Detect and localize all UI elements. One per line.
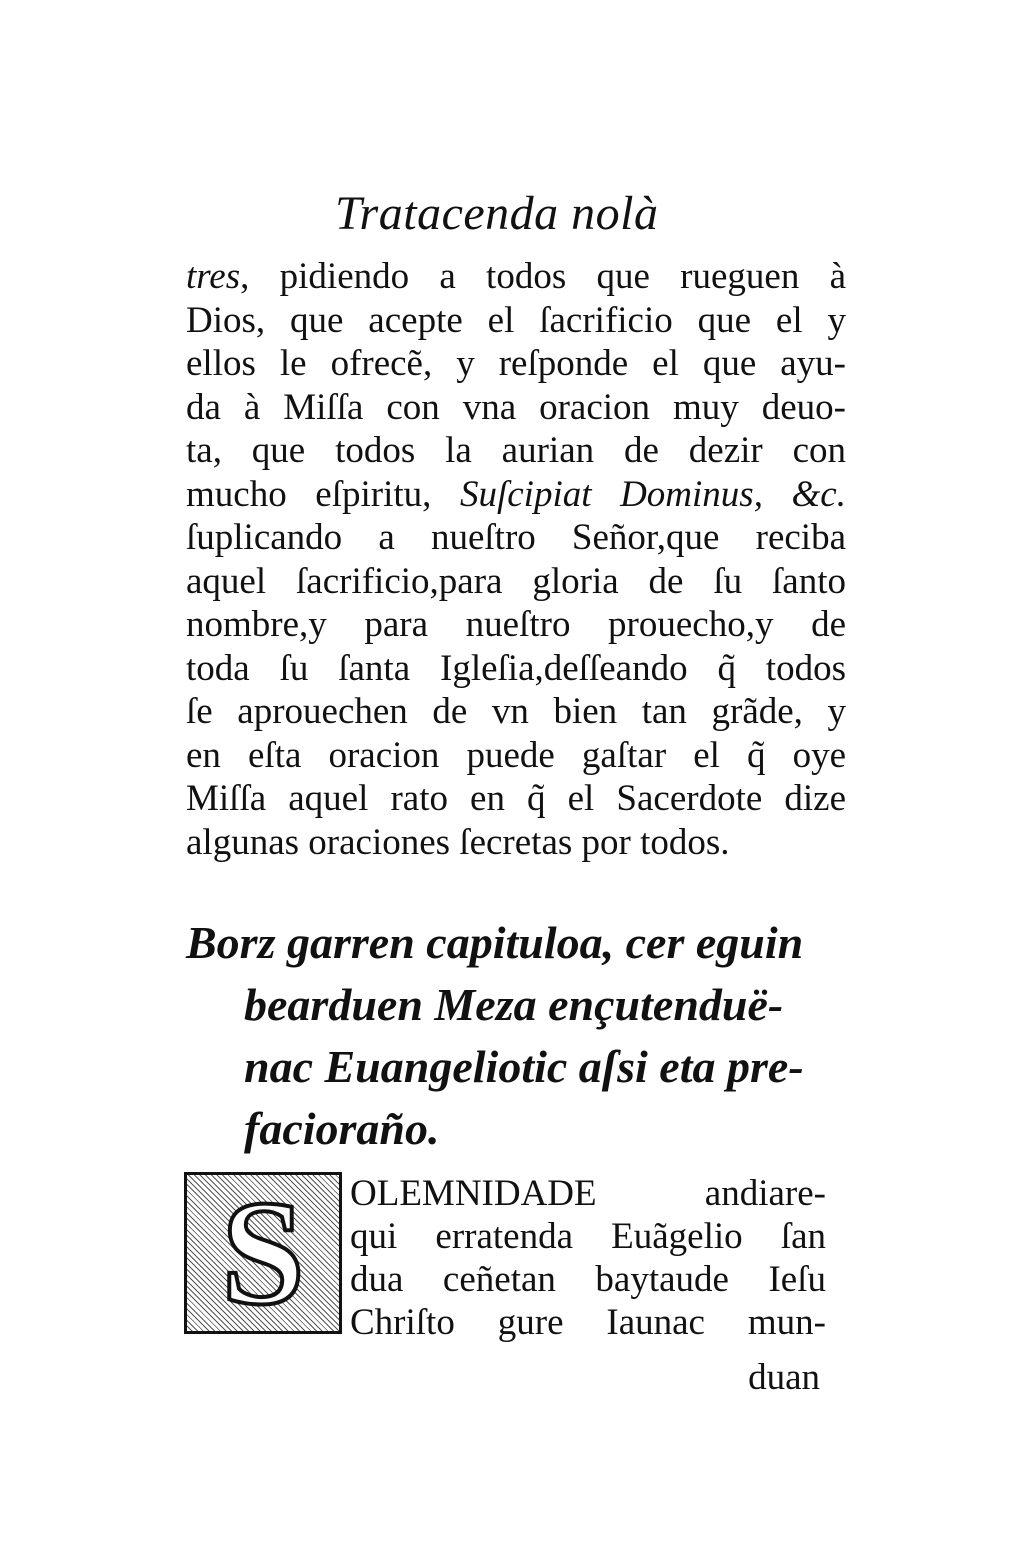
running-head: Tratacenda nolà <box>335 187 659 240</box>
body-paragraph <box>186 255 846 864</box>
heading-line: nac Euangeliotic aſsi eta pre- <box>244 1041 804 1092</box>
text-line: qui erratenda Euãgelio ſan <box>350 1216 826 1257</box>
opening-paragraph <box>350 1172 826 1344</box>
text-line: ſuplicando a nueſtro Señor,que reciba <box>186 517 846 558</box>
initial-letter: S <box>221 1170 305 1336</box>
text-line: en eſta oracion puede gaſtar el q̃ oye <box>186 734 846 776</box>
italic-word: tres <box>186 256 241 297</box>
text-line: ta, que todos la aurian de dezir con <box>186 430 846 471</box>
text-line: OLEMNIDADE andiare- <box>350 1173 826 1214</box>
heading-line: Borz garren capituloa, cer eguin <box>186 917 804 968</box>
text-line: toda ſu ſanta Igleſia,deſſeando q̃ todos <box>186 647 846 689</box>
heading-line: bearduen Meza ençutenduë- <box>244 979 784 1030</box>
text-line <box>186 255 846 299</box>
text-line <box>186 473 846 517</box>
decorated-initial <box>184 1172 342 1334</box>
text-line: ellos le ofrecẽ, y reſponde el que ayu- <box>186 343 846 384</box>
line-text: mucho eſpiritu, <box>186 473 460 515</box>
text-line: Chriſto gure Iaunac mun- <box>350 1302 826 1343</box>
heading-line: facioraño. <box>244 1103 440 1154</box>
line-text: , pidiendo a todos que rueguen à <box>240 256 846 297</box>
text-line: algunas oraciones ſecretas por todos. <box>186 821 730 863</box>
text-line: da à Miſſa con vna oracion muy deuo- <box>186 386 846 428</box>
text-line: ſe aprouechen de vn bien tan grãde, y <box>186 691 846 732</box>
latin-phrase: Suſcipiat Dominus, &c. <box>459 473 846 515</box>
text-line: nombre,y para nueſtro prouecho,y de <box>186 604 846 645</box>
catchword: duan <box>748 1357 820 1398</box>
text-line: Miſſa aquel rato en q̃ el Sacerdote dize <box>186 778 846 819</box>
text-line: aquel ſacrificio,para gloria de ſu ſanto <box>186 560 846 602</box>
text-line: dua ceñetan baytaude Ieſu <box>350 1259 826 1300</box>
chapter-heading <box>186 912 846 1160</box>
text-line: Dios, que acepte el ſacrificio que el y <box>186 299 846 341</box>
